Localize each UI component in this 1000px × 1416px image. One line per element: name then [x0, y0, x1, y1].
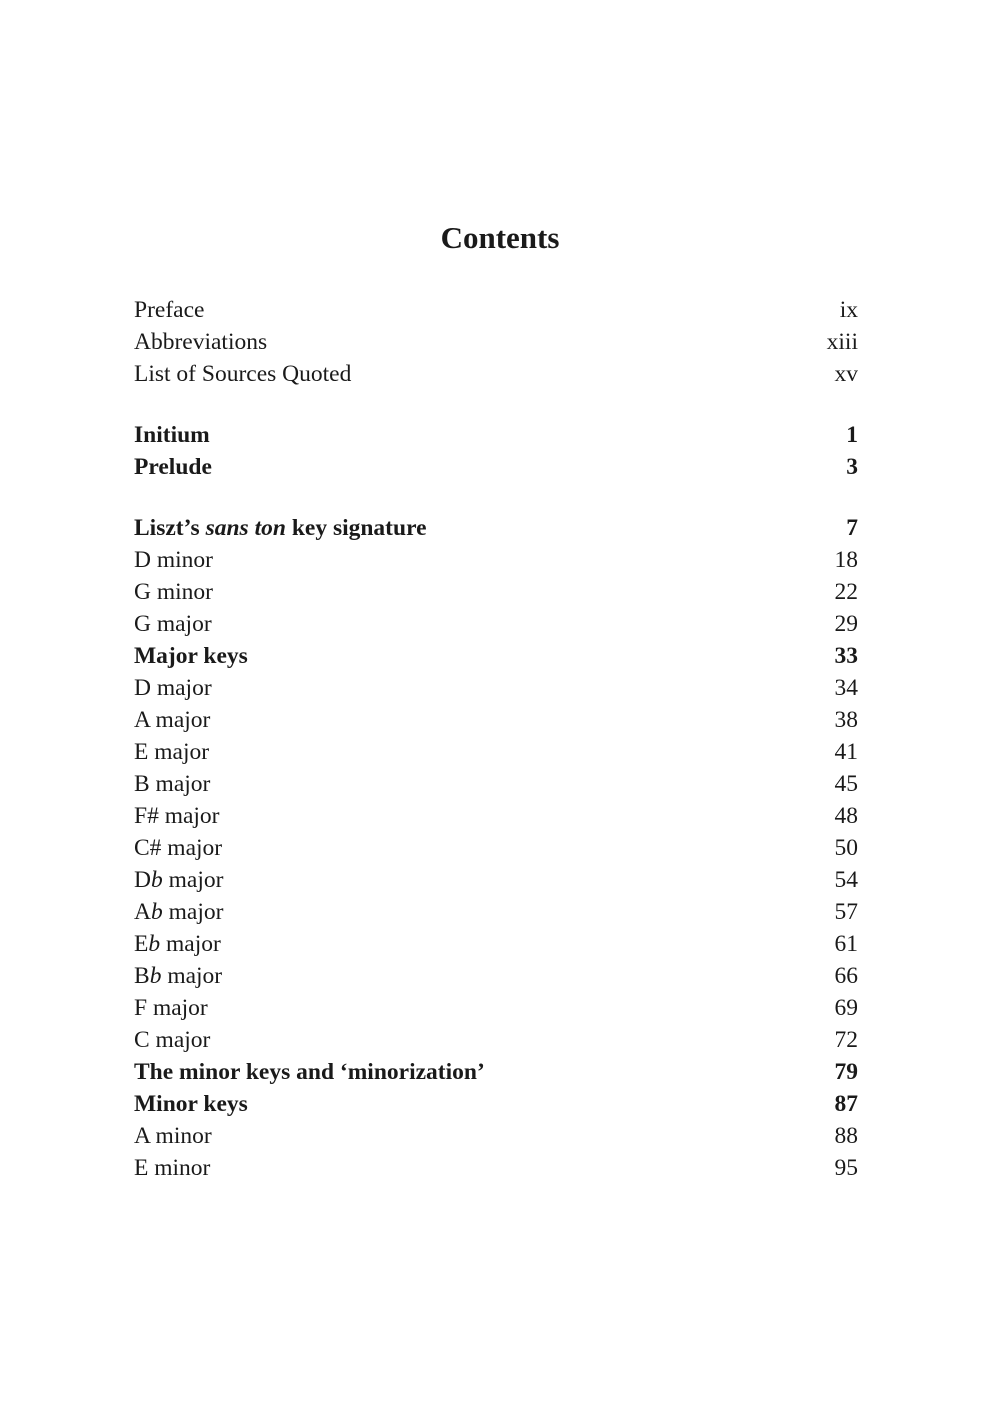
toc-entry — [134, 419, 858, 451]
toc-entry-title — [134, 1120, 212, 1152]
toc-entry-title — [134, 1024, 210, 1056]
toc-entry-title-text: A minor — [134, 1123, 212, 1149]
toc-entry-page-number: 22 — [834, 579, 858, 605]
toc-entry — [134, 832, 858, 864]
toc-entry-title — [134, 672, 212, 704]
toc-entry-title — [134, 992, 208, 1024]
toc-entry — [134, 512, 858, 544]
toc-entry-title-text: Prelude — [134, 454, 212, 480]
toc-entry-page-number: 7 — [846, 515, 858, 541]
toc-entry-title — [134, 1152, 210, 1184]
toc-entry — [134, 768, 858, 800]
toc-entry-title-text: The minor keys and ‘minorization’ — [134, 1059, 485, 1085]
toc-entry-page-number: 29 — [834, 611, 858, 637]
toc-entry — [134, 736, 858, 768]
toc-entry-title-text: E major — [134, 739, 210, 765]
toc-entry — [134, 992, 858, 1024]
toc-entry-page-number: 61 — [834, 931, 858, 957]
toc-entry-title — [134, 576, 213, 608]
toc-entry-title-italic: b — [150, 899, 163, 925]
toc-entry-page-number: 34 — [834, 675, 858, 701]
toc-entry-title-text: Minor keys — [134, 1091, 248, 1117]
toc-entry — [134, 704, 858, 736]
toc-entry-page-number: 45 — [834, 771, 858, 797]
toc-entry — [134, 640, 858, 672]
toc-entry-page-number: 50 — [834, 835, 858, 861]
toc-entry-title — [134, 608, 212, 640]
toc-entry-title — [134, 832, 222, 864]
toc-entry-title-italic: b — [150, 867, 163, 893]
toc-entry-title — [134, 326, 267, 358]
page-title: Contents — [440, 220, 560, 255]
toc-entry-title — [134, 704, 210, 736]
toc-entry-title — [134, 640, 248, 672]
toc-entry-title-text: List of Sources Quoted — [134, 361, 352, 387]
toc-entry-page-number: 18 — [834, 547, 858, 573]
toc-entry-title-text: F major — [134, 995, 208, 1021]
toc-entry-title — [134, 960, 222, 992]
toc-entry-title — [134, 1088, 248, 1120]
toc-entry-title-text: Liszt’s — [134, 515, 206, 541]
toc-entry-page-number: 95 — [834, 1155, 858, 1181]
toc-entry-title-text: major — [162, 867, 224, 893]
toc-entry — [134, 928, 858, 960]
toc-entry — [134, 1120, 858, 1152]
toc-entry — [134, 358, 858, 390]
toc-entry-title — [134, 1056, 485, 1088]
toc-entry-title — [134, 294, 204, 326]
toc-entry-page-number: 38 — [834, 707, 858, 733]
toc-entry-title-italic: sans ton — [205, 515, 286, 541]
toc-entry-page-number: 54 — [834, 867, 858, 893]
toc-entry-title-text: major — [161, 963, 223, 989]
toc-entry — [134, 896, 858, 928]
toc-entry — [134, 294, 858, 326]
toc-entry-title — [134, 768, 210, 800]
toc-entry — [134, 864, 858, 896]
toc-entry-title — [134, 928, 221, 960]
toc-entry-title-text: A — [134, 899, 151, 925]
toc-entry-page-number: 88 — [834, 1123, 858, 1149]
toc-entry-page-number: 66 — [834, 963, 858, 989]
table-of-contents — [134, 294, 858, 1184]
toc-entry-title-text: F# major — [134, 803, 220, 829]
toc-entry-page-number: 48 — [834, 803, 858, 829]
toc-entry — [134, 800, 858, 832]
toc-entry-title — [134, 736, 209, 768]
toc-entry-title-text: Initium — [134, 422, 210, 448]
toc-entry-title-text: E minor — [134, 1155, 211, 1181]
toc-entry — [134, 1088, 858, 1120]
toc-entry-page-number: 41 — [834, 739, 858, 765]
toc-entry-title-text: E — [134, 931, 149, 957]
toc-entry — [134, 672, 858, 704]
toc-entry-page-number: 1 — [846, 422, 858, 448]
toc-entry-page-number: 87 — [834, 1091, 858, 1117]
toc-entry-page-number: xiii — [826, 329, 858, 355]
toc-entry — [134, 1024, 858, 1056]
toc-entry-title — [134, 864, 223, 896]
group-spacer — [134, 483, 858, 512]
toc-entry-title-italic: b — [148, 931, 161, 957]
toc-entry-title-text: D major — [134, 675, 212, 701]
toc-entry-title-text: C# major — [134, 835, 223, 861]
toc-entry — [134, 1152, 858, 1184]
toc-entry — [134, 451, 858, 483]
toc-entry-title — [134, 544, 213, 576]
toc-entry-title — [134, 451, 212, 483]
toc-entry-title-text: major — [160, 931, 221, 957]
toc-entry-title-text: A major — [134, 707, 211, 733]
toc-entry-page-number: 3 — [846, 454, 858, 480]
toc-entry-title-text: C major — [134, 1027, 211, 1053]
toc-entry-page-number: 79 — [834, 1059, 858, 1085]
toc-entry-title-italic: b — [149, 963, 162, 989]
toc-entry-title-text: key signature — [285, 515, 427, 541]
toc-entry-title-text: G major — [134, 611, 212, 637]
toc-entry — [134, 576, 858, 608]
toc-entry-title — [134, 512, 427, 544]
toc-entry-page-number: ix — [839, 297, 858, 323]
toc-entry-title — [134, 419, 210, 451]
toc-entry-page-number: xv — [834, 361, 858, 387]
toc-entry-title — [134, 800, 220, 832]
toc-entry-title-text: Preface — [134, 297, 205, 323]
toc-entry-title-text: G minor — [134, 579, 213, 605]
toc-entry-title-text: B — [134, 963, 150, 989]
toc-entry-title — [134, 896, 223, 928]
toc-entry — [134, 544, 858, 576]
toc-entry — [134, 1056, 858, 1088]
toc-entry-page-number: 33 — [834, 643, 858, 669]
toc-entry-title-text: Major keys — [134, 643, 248, 669]
toc-entry-title-text: Abbreviations — [134, 329, 268, 355]
toc-entry — [134, 960, 858, 992]
toc-entry-page-number: 69 — [834, 995, 858, 1021]
toc-entry-page-number: 72 — [834, 1027, 858, 1053]
toc-entry-title-text: D minor — [134, 547, 213, 573]
toc-entry-title — [134, 358, 351, 390]
toc-entry-title-text: D — [134, 867, 151, 893]
toc-entry-title-text: B major — [134, 771, 211, 797]
toc-entry — [134, 326, 858, 358]
group-spacer — [134, 390, 858, 419]
toc-entry-title-text: major — [162, 899, 224, 925]
toc-entry-page-number: 57 — [834, 899, 858, 925]
toc-entry — [134, 608, 858, 640]
